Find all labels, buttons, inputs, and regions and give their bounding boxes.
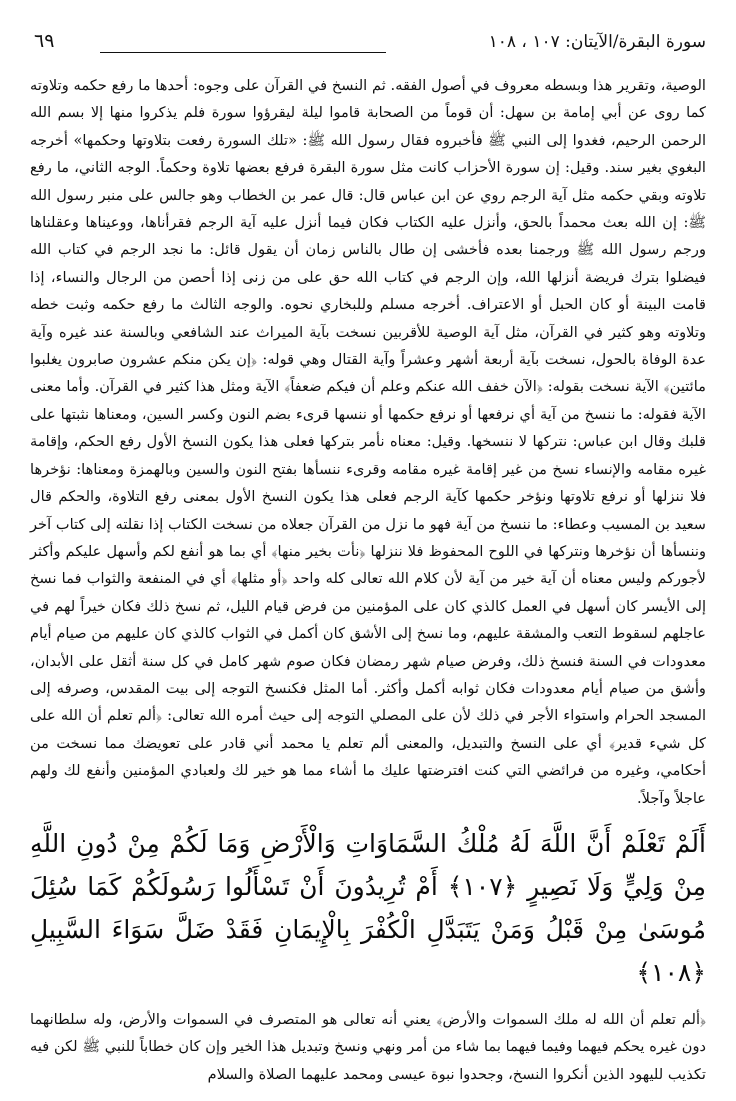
header-rule (100, 52, 386, 53)
page-body (30, 72, 706, 1088)
quran-verse: أَلَمْ تَعْلَمْ أَنَّ اللَّهَ لَهُ مُلْكُ السَّمَاوَاتِ وَالْأَرْضِ وَمَا لَكُمْ مِنْ دُونِ اللَّهِ مِنْ وَلِيٍّ وَلَا نَصِيرٍ ﴿١٠٧﴾ أَمْ تُرِيدُونَ أَنْ تَسْأَلُوا رَسُولَكُمْ كَمَا سُئِلَ مُوسَىٰ مِنْ قَبْلُ وَمَنْ يَتَبَدَّلِ الْكُفْرَ بِالْإِيمَانِ فَقَدْ ضَلَّ سَوَاءَ السَّبِيلِ ﴿١٠٨﴾ (30, 828, 706, 987)
running-title: سورة البقرة/الآيتان: ١٠٧ ، ١٠٨ (488, 32, 706, 52)
commentary-paragraph-2: ﴿ألم تعلم أن الله له ملك السموات والأرض﴾ يعني أنه تعالى هو المتصرف في السموات والأرض، وله سلطانهما دون غيره يحكم فيهما وفيما فيهما بما شاء من أمر ونهي ونسخ وتبديل هذا الخير وإن كان خطاباً للنبي ﷺ لكن فيه تكذيب لليهود الذين أنكروا النسخ، وجحدوا نبوة عيسى ومحمد عليهما الصلاة والسلام (30, 1010, 706, 1083)
page-number: ٦٩ (34, 30, 55, 52)
commentary-paragraph: الوصية، وتقرير هذا وبسطه معروف في أصول الفقه. ثم النسخ في القرآن على وجوه: أحدها ما رفع حكمه وتلاوته كما روى عن أبي إمامة بن سهل: أن قوماً من الصحابة قاموا ليلة ليقرؤوا سورة فلم يذكروا منها إلا بسم الله الرحمن الرحيم، فغدوا إلى النبي ﷺ فأخبروه فقال رسول الله ﷺ: «تلك السورة رفعت بتلاوتها وحكمها» أخرجه البغوي بغير سند. وقيل: إن سورة الأحزاب كانت مثل سورة البقرة فرفع بعضها تلاوة وحكماً. الوجه الثاني، ما رفع تلاوته وبقي حكمه مثل آية الرجم روي عن ابن عباس قال: قال عمر بن الخطاب وهو جالس على منبر رسول الله ﷺ: إن الله بعث محمداً بالحق، وأنزل عليه الكتاب فكان فيما أنزل عليه آية الرجم فقرأناها، ووعيناها وعقلناها ورجم رسول الله ﷺ ورجمنا بعده فأخشى إن طال بالناس زمان أن يقول قائل: ما نجد الرجم في كتاب الله فيضلوا بترك فريضة أنزلها الله، وإن الرجم في كتاب الله حق على من زنى إذا أحصن من الرجال والنساء، إذا قامت البينة أو كان الحبل أو الاعتراف. أخرجه مسلم وللبخاري نحوه. والوجه الثالث ما رفع حكمه وثبت خطه وتلاوته وهو كثير في القرآن، مثل آية الوصية للأقربين نسخت بآية الميراث عند الشافعي وبالسنة عند غيره وآية عدة الوفاة بالحول، نسخت بآية أربعة أشهر وعشراً وآية القتال وهي قوله: ﴿إن يكن منكم عشرون صابرون يغلبوا مائتين﴾ الآية نسخت بقوله: ﴿الآن خفف الله عنكم وعلم أن فيكم ضعفاً﴾ الآية ومثل هذا كثير في القرآن. وأما معنى الآية فقوله: ما ننسخ من آية أي نرفعها أو نرفع حكمها أو ننسها قرىء بضم النون وكسر السين، ومعناها نثبتها على قلبك وقال ابن عباس: نتركها لا ننسخها. وقيل: معناه نأمر بتركها فعلى هذا يكون النسخ الأول رفع الحكم، وإقامة غيره مقامه والإنساء نسخ من غير إقامة غيره مقامه وقرىء ننسأها بفتح النون والسين وبالهمزة ومعناها: نؤخرها فلا ننزلها أو نرفع تلاوتها ونؤخر حكمها كآية الرجم فعلى هذا يكون النسخ الأول بمعنى رفع التلاوة، والحكم قال سعيد بن المسيب وعطاء: ما ننسخ من آية فهو ما نزل من القرآن جعلاه من نسخت الكتاب إذا نقلته إلى كتاب آخر وننسأها أن نؤخرها ونتركها في اللوح المحفوظ فلا ننزلها ﴿نأت بخير منها﴾ أي بما هو أنفع لكم وأسهل عليكم وأكثر لأجوركم وليس معناه أن آية خير من آية لأن كلام الله تعالى كله واحد ﴿أو مثلها﴾ أي في المنفعة والثواب فما نسخ إلى الأيسر كان أسهل في العمل كالذي كان على المؤمنين من فرض قيام الليل، ثم نسخ ذلك فكان خيراً لهم في عاجلهم لسقوط التعب والمشقة عليهم، وما نسخ إلى الأشق كان أكمل في الثواب كالذي كان عليهم من صيام أيام معدودات في السنة فنسخ ذلك، وفرض صيام شهر رمضان فكان صوم شهر كامل في كل سنة أثقل على الأبدان، وأشق من صيام أيام معدودات فكان ثوابه أكمل وأكثر. أما المثل فكنسخ التوجه إلى بيت المقدس، وصرفه إلى المسجد الحرام واستواء الأجر في ذلك لأن على المصلي التوجه إلى حيث أمره الله تعالى: ﴿ألم تعلم أن الله على كل شيء قدير﴾ أي على النسخ والتبديل، والمعنى ألم تعلم يا محمد أني قادر على تعويضك مما نسخت من أحكامي، وغيره من فرائضي التي كنت افترضتها عليك ما أشاء مما هو خير لك ولعبادي المؤمنين وأنفع لك ولهم عاجلاً وآجلاً. (30, 77, 706, 807)
page-header (30, 28, 706, 62)
